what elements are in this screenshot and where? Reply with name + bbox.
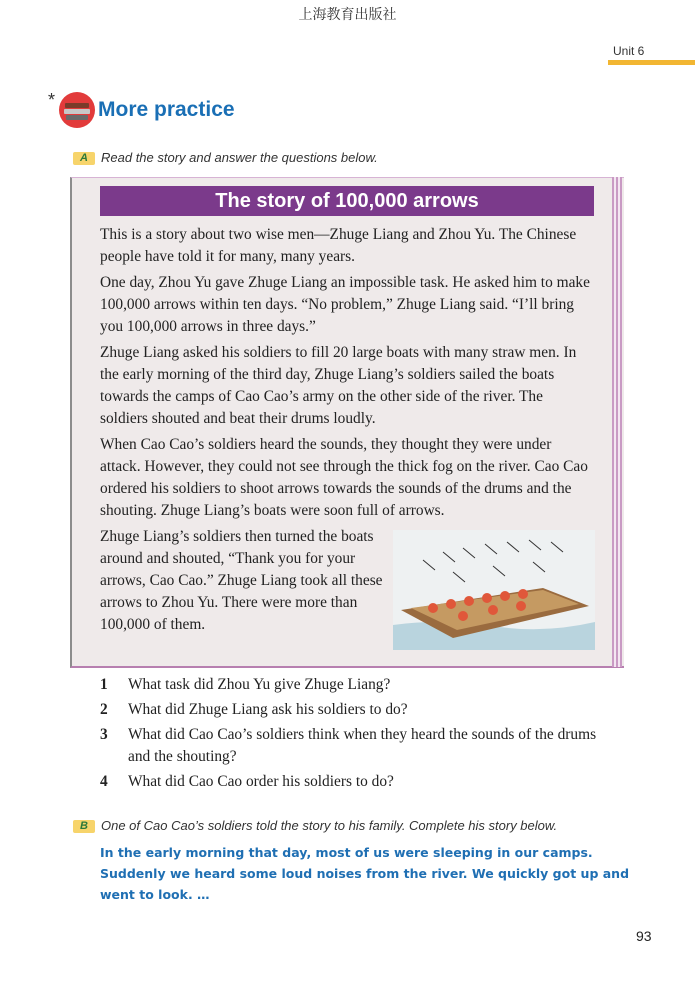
story-title: The story of 100,000 arrows — [100, 186, 594, 216]
part-b-instruction: One of Cao Cao’s soldiers told the story to his family. Complete his story below. — [101, 818, 558, 833]
part-b-instruction-row — [73, 818, 557, 833]
optional-marker: * — [48, 90, 56, 110]
part-b-badge: B — [73, 820, 95, 833]
section-title: More practice — [98, 98, 235, 121]
story-paragraph: This is a story about two wise men—Zhuge Liang and Zhou Yu. The Chinese people have told it for many, many years. — [100, 226, 577, 265]
story-paragraph: One day, Zhou Yu gave Zhuge Liang an impossible task. He asked him to make 100,000 arrows within ten days. “No problem,” Zhuge Liang said. “I’ll bring you 100,000 arrows in three days.” — [100, 274, 590, 335]
question-item — [100, 699, 600, 721]
question-list — [100, 674, 600, 796]
part-a-badge: A — [73, 152, 95, 165]
question-item — [100, 724, 600, 768]
question-number: 3 — [100, 726, 108, 743]
boat-arrows-illustration — [393, 530, 595, 650]
book-page-edges — [612, 177, 622, 667]
publisher-header: 上海教育出版社 — [298, 7, 397, 23]
question-text: What task did Zhou Yu give Zhuge Liang? — [128, 676, 391, 693]
part-a-instruction-row — [73, 150, 378, 165]
unit-label: Unit 6 — [613, 44, 645, 58]
story-paragraph: When Cao Cao’s soldiers heard the sounds, they thought they were under attack. However, they could not see through the thick fog on the river. Cao Cao ordered his soldiers to shoot arrows towards the sounds of the drums and the shouting. Zhuge Liang’s boats were soon full of arrows. — [100, 436, 588, 519]
part-b-example-text: In the early morning that day, most of us were sleeping in our camps. Suddenly we heard some loud noises from the river. We quickly got up and went to look. … — [100, 845, 630, 902]
part-a-instruction: Read the story and answer the questions below. — [101, 150, 378, 165]
question-number: 2 — [100, 701, 108, 718]
story-paragraph: Zhuge Liang’s soldiers then turned the boats around and shouted, “Thank you for your arrows, Cao Cao.” Zhuge Liang took all these arrows to Zhou Yu. There were more than 100,000 of them. — [100, 528, 383, 633]
question-item — [100, 674, 600, 696]
question-number: 1 — [100, 676, 108, 693]
question-text: What did Cao Cao’s soldiers think when they heard the sounds of the drums and the shouting? — [128, 726, 597, 765]
question-text: What did Zhuge Liang ask his soldiers to do? — [128, 701, 408, 718]
page-number: 93 — [636, 928, 652, 944]
unit-bar — [608, 60, 695, 65]
story-paragraph: Zhuge Liang asked his soldiers to fill 20 large boats with many straw men. In the early morning of the third day, Zhuge Liang’s soldiers sailed the boats towards the camps of Cao Cao’s army on the other side of the river. The soldiers shouted and beat their drums loudly. — [100, 344, 577, 427]
question-number: 4 — [100, 773, 108, 790]
question-text: What did Cao Cao order his soldiers to do? — [128, 773, 394, 790]
question-item — [100, 771, 600, 793]
books-icon — [58, 91, 96, 129]
